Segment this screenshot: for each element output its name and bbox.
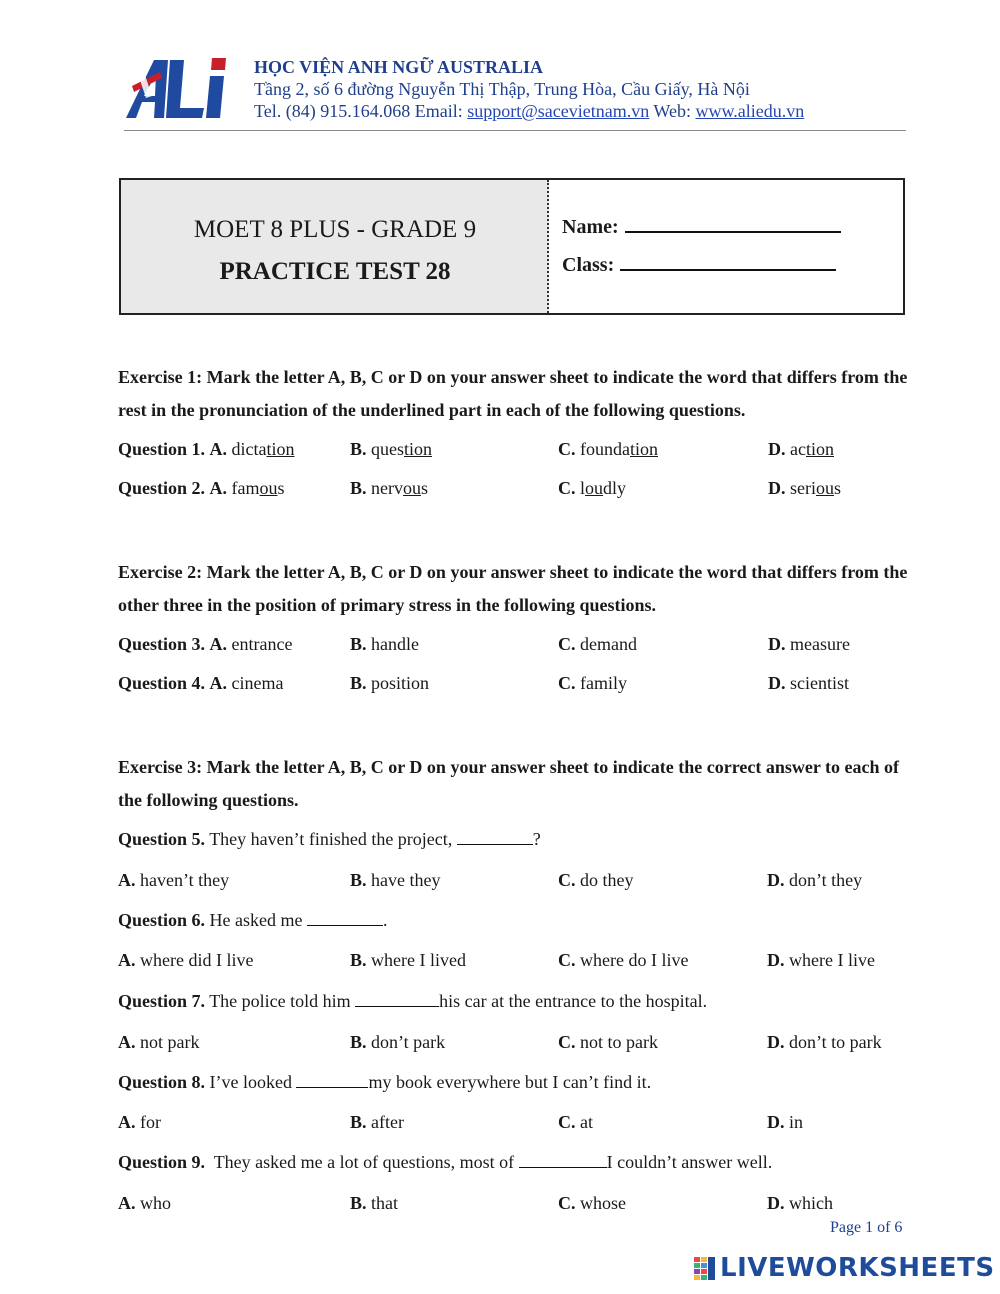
option-a[interactable]: famous — [231, 478, 285, 498]
option-letter: B. — [350, 478, 367, 498]
option-letter: D. — [768, 439, 786, 459]
option-letter: D. — [768, 673, 786, 693]
question-6-stem — [118, 910, 918, 934]
option-letter: B. — [350, 1193, 367, 1213]
question-9-options — [118, 1193, 918, 1217]
option-letter: C. — [558, 1112, 576, 1132]
option-letter: B. — [350, 870, 367, 890]
option-letter: C. — [558, 870, 576, 890]
option-letter: A. — [118, 870, 136, 890]
option-letter: C. — [558, 1032, 576, 1052]
test-title-panel — [121, 180, 549, 313]
email-link[interactable]: support@sacevietnam.vn — [467, 101, 650, 121]
option-letter: A. — [209, 673, 228, 693]
exercise-1-instruction: Exercise 1: Mark the letter A, B, C or D on your answer sheet to indicate the word that differs from the rest in the pronunciation of the underlined part in each of the following questions. — [118, 367, 908, 420]
class-blank[interactable] — [620, 255, 836, 271]
question-label: Question 1. — [118, 439, 206, 459]
option-letter: B. — [350, 950, 367, 970]
option-letter: D. — [767, 1193, 785, 1213]
question-8-options — [118, 1112, 918, 1136]
question-label: Question 4. — [118, 673, 206, 693]
question-text: I’ve looked — [205, 1072, 297, 1092]
option-d[interactable]: which — [789, 1193, 833, 1213]
option-letter: B. — [350, 439, 367, 459]
school-logo — [124, 52, 236, 124]
class-field — [562, 254, 836, 277]
exercise-3-instruction: Exercise 3: Mark the letter A, B, C or D on your answer sheet to indicate the correct answer to each of the following questions. — [118, 757, 900, 810]
option-d[interactable]: don’t they — [789, 870, 863, 890]
option-letter: A. — [118, 1112, 136, 1132]
school-address: Tầng 2, số 6 đường Nguyễn Thị Thập, Trung Hòa, Cầu Giấy, Hà Nội — [254, 79, 750, 99]
option-b[interactable]: after — [371, 1112, 404, 1132]
option-c[interactable]: where do I live — [580, 950, 689, 970]
option-a[interactable]: where did I live — [140, 950, 254, 970]
website-link[interactable]: www.aliedu.vn — [695, 101, 805, 121]
question-label: Question 6. — [118, 910, 206, 930]
option-c[interactable]: not to park — [580, 1032, 658, 1052]
option-letter: C. — [558, 478, 576, 498]
question-text: my book everywhere but I can’t find it. — [368, 1072, 652, 1092]
web-label: Web: — [649, 101, 696, 121]
option-d[interactable]: where I live — [789, 950, 875, 970]
answer-blank[interactable] — [307, 911, 383, 926]
test-series: MOET 8 PLUS - GRADE 9 — [193, 216, 477, 243]
option-d[interactable]: action — [790, 439, 834, 459]
option-b[interactable]: don’t park — [371, 1032, 446, 1052]
header-divider — [124, 130, 906, 131]
question-5-options — [118, 870, 918, 894]
option-c[interactable]: do they — [580, 870, 634, 890]
option-b[interactable]: handle — [371, 634, 419, 654]
class-label: Class: — [562, 254, 615, 276]
option-letter: D. — [767, 1032, 785, 1052]
name-label: Name: — [562, 216, 619, 238]
option-d[interactable]: don’t to park — [789, 1032, 882, 1052]
name-field — [562, 216, 841, 239]
option-letter: A. — [209, 439, 228, 459]
option-a[interactable]: dictation — [231, 439, 295, 459]
option-c[interactable]: loudly — [580, 478, 627, 498]
option-b[interactable]: question — [371, 439, 433, 459]
question-label: Question 8. — [118, 1072, 206, 1092]
option-c[interactable]: whose — [580, 1193, 626, 1213]
question-8-stem — [118, 1072, 918, 1096]
question-2 — [118, 478, 918, 502]
question-3 — [118, 634, 918, 658]
option-a[interactable]: cinema — [231, 673, 284, 693]
question-4 — [118, 673, 918, 697]
option-letter: B. — [350, 634, 367, 654]
name-blank[interactable] — [625, 217, 841, 233]
question-5-stem — [118, 829, 918, 853]
question-text: his car at the entrance to the hospital. — [439, 991, 708, 1011]
option-c[interactable]: family — [580, 673, 627, 693]
tel-label: Tel. (84) 915.164.068 Email: — [254, 101, 468, 121]
option-letter: A. — [209, 634, 228, 654]
option-a[interactable]: entrance — [231, 634, 293, 654]
option-letter: C. — [558, 950, 576, 970]
option-d[interactable]: measure — [790, 634, 850, 654]
answer-blank[interactable] — [296, 1073, 368, 1088]
question-label: Question 7. — [118, 991, 206, 1011]
question-text: He asked me — [205, 910, 307, 930]
option-letter: D. — [767, 1112, 785, 1132]
option-letter: C. — [558, 1193, 576, 1213]
option-a[interactable]: haven’t they — [140, 870, 230, 890]
question-7-options — [118, 1032, 918, 1056]
question-label: Question 3. — [118, 634, 206, 654]
option-c[interactable]: demand — [580, 634, 637, 654]
school-name: HỌC VIỆN ANH NGỮ AUSTRALIA — [254, 57, 544, 77]
question-text: They haven’t finished the project, — [205, 829, 457, 849]
option-d[interactable]: scientist — [790, 673, 849, 693]
question-text: . — [382, 910, 388, 930]
question-text: I couldn’t answer well. — [606, 1152, 773, 1172]
question-label: Question 9. — [118, 1152, 206, 1172]
option-letter: D. — [768, 634, 786, 654]
option-d[interactable]: in — [789, 1112, 804, 1132]
exercise-2-instruction: Exercise 2: Mark the letter A, B, C or D on your answer sheet to indicate the word that differs from the other three in the position of primary stress in the following questions. — [118, 562, 908, 615]
question-label: Question 2. — [118, 478, 206, 498]
option-letter: B. — [350, 1032, 367, 1052]
option-letter: A. — [118, 950, 136, 970]
question-text: ? — [532, 829, 541, 849]
option-b[interactable]: where I lived — [371, 950, 466, 970]
question-1 — [118, 439, 918, 463]
test-title-box — [119, 178, 905, 315]
answer-blank[interactable] — [355, 992, 439, 1007]
option-letter: B. — [350, 1112, 367, 1132]
option-d[interactable]: serious — [790, 478, 842, 498]
option-c[interactable]: foundation — [580, 439, 658, 459]
question-9-stem — [118, 1152, 918, 1176]
option-letter: C. — [558, 673, 576, 693]
answer-blank[interactable] — [519, 1153, 607, 1168]
option-b[interactable]: nervous — [371, 478, 429, 498]
option-b[interactable]: position — [371, 673, 430, 693]
question-text: They asked me a lot of questions, most of — [205, 1152, 519, 1172]
question-7-stem — [118, 991, 918, 1015]
answer-blank[interactable] — [457, 830, 533, 845]
school-contact — [254, 101, 804, 122]
option-letter: D. — [767, 950, 785, 970]
option-letter: C. — [558, 439, 576, 459]
test-name: PRACTICE TEST 28 — [219, 258, 451, 285]
option-letter: D. — [767, 870, 785, 890]
option-letter: A. — [118, 1032, 136, 1052]
option-letter: D. — [768, 478, 786, 498]
liveworksheets-icon — [694, 1257, 716, 1281]
option-letter: B. — [350, 673, 367, 693]
option-c[interactable]: at — [580, 1112, 593, 1132]
question-6-options — [118, 950, 918, 974]
option-letter: A. — [118, 1193, 136, 1213]
question-label: Question 5. — [118, 829, 206, 849]
option-b[interactable]: that — [371, 1193, 399, 1213]
liveworksheets-wordmark: LIVEWORKSHEETS — [720, 1253, 995, 1283]
question-text: The police told him — [205, 991, 356, 1011]
option-b[interactable]: have they — [371, 870, 441, 890]
option-letter: C. — [558, 634, 576, 654]
page-number: Page 1 of 6 — [830, 1219, 903, 1236]
option-a[interactable]: for — [140, 1112, 161, 1132]
option-letter: A. — [209, 478, 228, 498]
option-a[interactable]: who — [140, 1193, 171, 1213]
option-a[interactable]: not park — [140, 1032, 200, 1052]
